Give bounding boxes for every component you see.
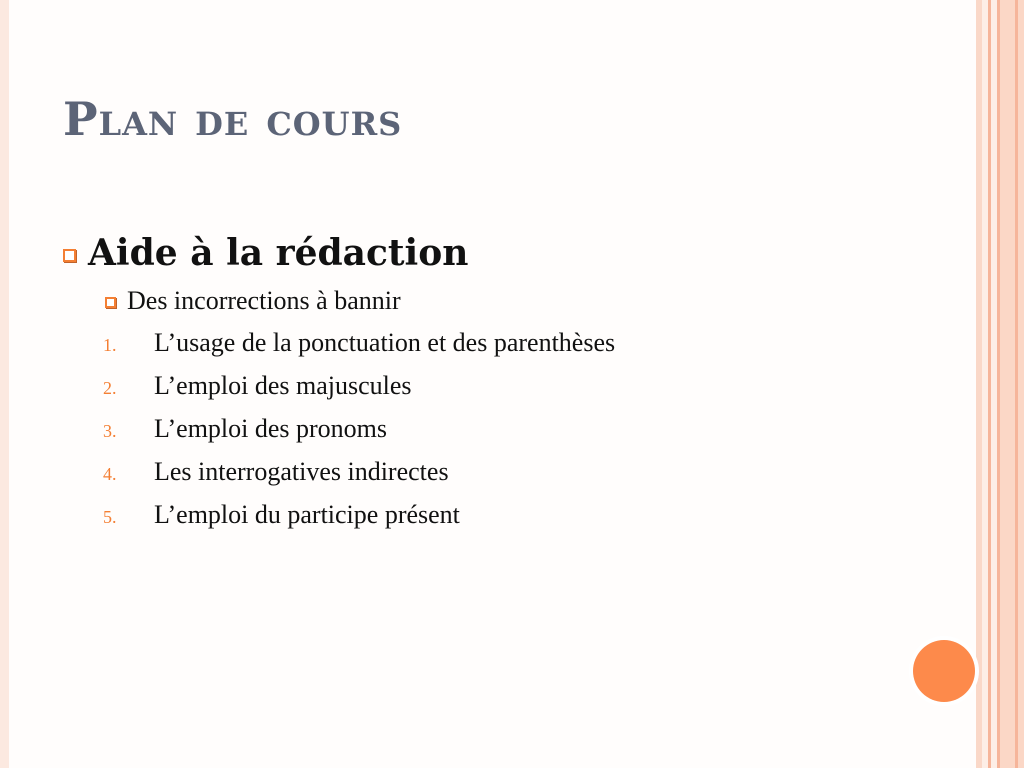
numbered-list-item	[63, 371, 923, 414]
numbered-list-item	[63, 500, 923, 543]
numbered-list-item	[63, 328, 923, 371]
list-item-text: L’usage de la ponctuation et des parenthèses	[154, 328, 616, 357]
numbered-list-item	[63, 457, 923, 500]
list-item-text: L’emploi du participe présent	[154, 500, 460, 529]
sub-bullet-item	[105, 286, 923, 316]
list-number: 2.	[103, 378, 117, 398]
decorative-stripe	[1015, 0, 1018, 768]
main-bullet-text: Aide à la rédaction	[88, 232, 469, 274]
list-number: 3.	[103, 421, 117, 441]
numbered-list	[63, 328, 923, 543]
square-bullet-icon	[105, 297, 116, 308]
numbered-list-item	[63, 414, 923, 457]
list-number: 4.	[103, 464, 117, 484]
list-item-text: L’emploi des pronoms	[154, 414, 388, 443]
decorative-circle-icon	[913, 640, 975, 702]
main-bullet-item	[63, 232, 923, 274]
square-bullet-icon	[63, 249, 76, 262]
sub-bullet-text: Des incorrections à bannir	[127, 286, 401, 315]
list-item-text: Les interrogatives indirectes	[154, 457, 449, 486]
list-number: 5.	[103, 507, 117, 527]
list-number: 1.	[103, 335, 117, 355]
decorative-stripe	[1000, 0, 1024, 768]
slide-content	[63, 232, 923, 543]
slide-title: Plan de cours	[63, 92, 403, 146]
list-item-text: L’emploi des majuscules	[154, 371, 412, 400]
